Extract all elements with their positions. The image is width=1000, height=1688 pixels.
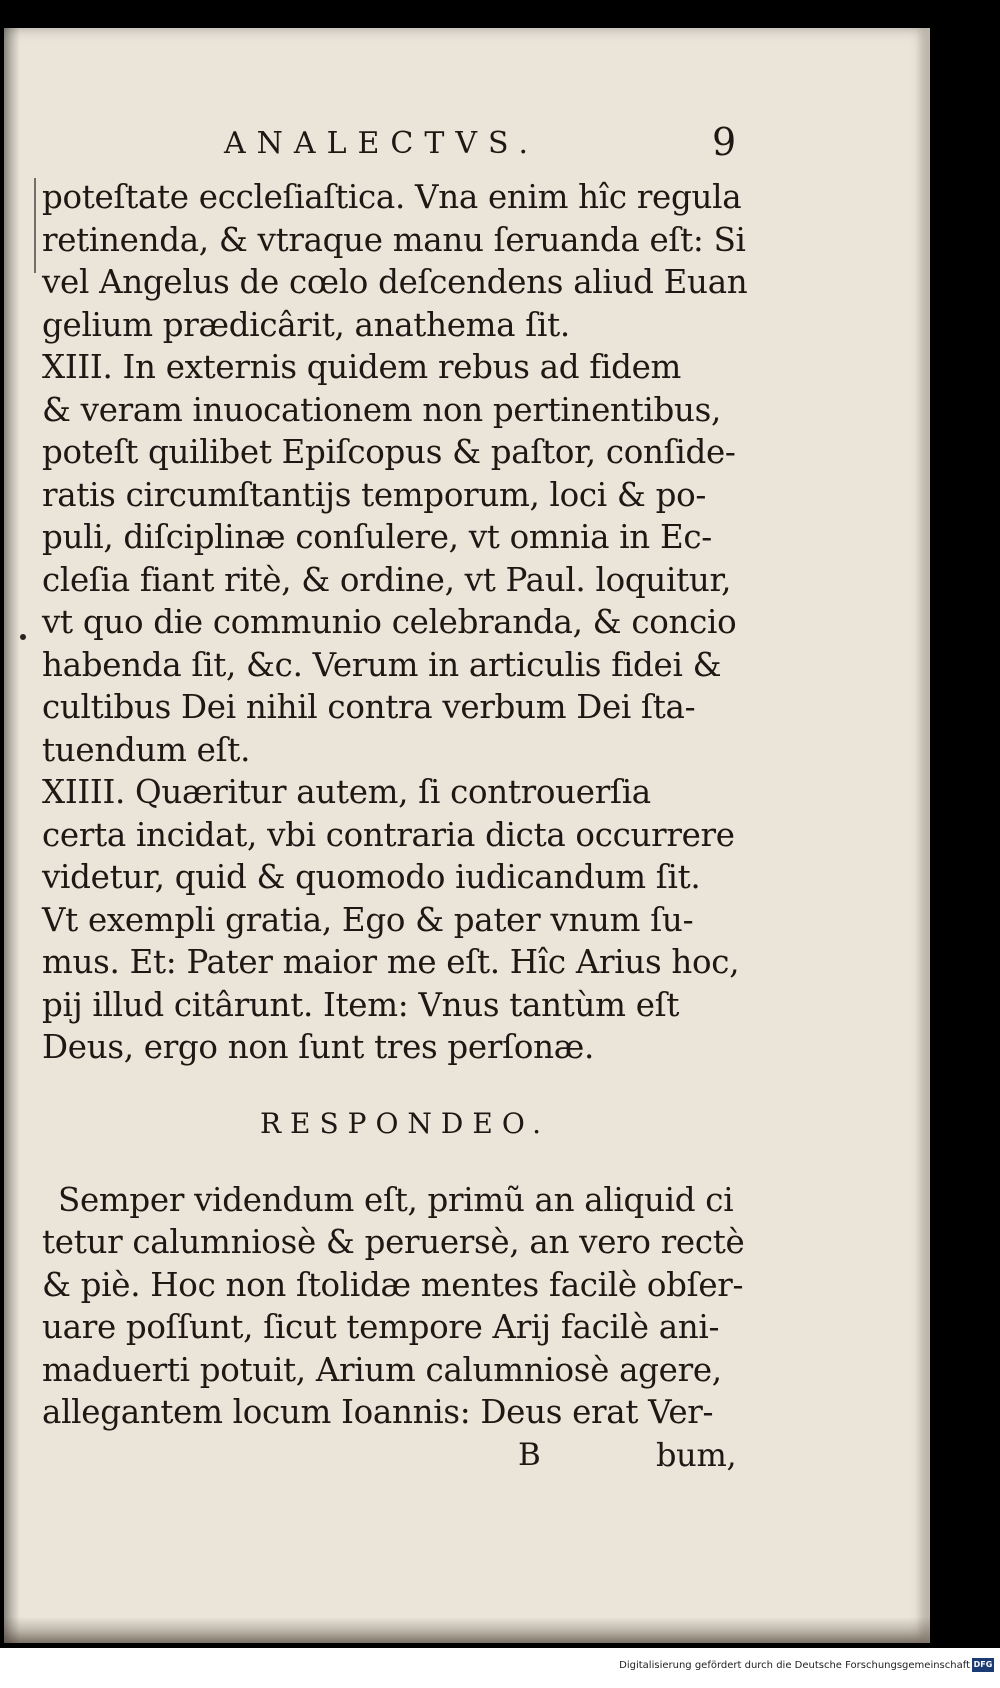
text-line: vt quo die communio celebranda, & concio [42,603,737,641]
book-page [4,28,930,1643]
text-line: maduerti potuit, Arium calumniosè agere, [42,1350,722,1389]
text-line: gelium prædicârit, anathema ſit. [42,305,570,344]
signature-mark: B [518,1436,541,1473]
text-line: certa incidat, vbi contraria dicta occurrere [42,815,735,854]
text-line: & veram inuocationem non pertinentibus, [42,390,722,429]
text-line: & piè. Hoc non ſtolidæ mentes facilè obſer- [42,1265,744,1304]
text-line: pij illud citârunt. Item: Vnus tantùm eſt [42,985,680,1024]
text-line: Semper videndum eſt, primũ an aliquid ci [58,1180,734,1219]
text-line: videtur, quid & quomodo iudicandum ſit. [42,858,701,896]
running-title: ANALECTVS. [224,126,540,161]
catchword: bum, [656,1435,737,1474]
text-line: XIIII. Quæritur autem, ſi controuerſia [42,773,651,811]
page-number: 9 [712,120,737,164]
section-heading: RESPONDEO. [259,1106,551,1140]
page-bottom-shadow [4,1617,930,1643]
margin-ink-mark [34,178,36,273]
running-head [4,118,930,168]
footer-bar [0,1648,1000,1688]
text-line: vel Angelus de cœlo deſcendens aliud Euan [42,263,748,301]
text-line: poteſt quilibet Epiſcopus & paſtor, conſide- [42,433,736,471]
text-line: tuendum eſt. [42,730,251,769]
text-line: XIII. In externis quidem rebus ad fidem [42,348,682,386]
text-line: allegantem locum Ioannis: Deus erat Ver- [42,1393,714,1431]
text-line: cultibus Dei nihil contra verbum Dei ſta- [42,688,696,726]
text-line: poteſtate eccleſiaſtica. Vna enim hîc regula [42,178,742,216]
signature-line [42,1434,742,1477]
gutter-shadow [4,28,20,1643]
dfg-logo: DFG [972,1658,994,1672]
text-line: cleſia fiant ritè, & ordine, vt Paul. loquitur, [42,560,732,599]
margin-ink-dot [20,634,26,640]
body-text [42,176,748,1476]
text-line: retinenda, & vtraque manu ſeruanda eſt: Si [42,220,746,259]
text-line: habenda ſit, &c. Verum in articulis fidei & [42,645,722,684]
text-line: Vt exempli gratia, Ego & pater vnum ſu- [42,900,694,939]
page-edge [916,28,930,1643]
footer-credit: Digitalisierung gefördert durch die Deutsche Forschungsgemeinschaft [619,1660,970,1671]
text-line: uare poſſunt, ſicut tempore Arij facilè ani- [42,1308,720,1346]
text-line: mus. Et: Pater maior me eſt. Hîc Arius hoc, [42,943,740,981]
text-line: tetur calumniosè & peruersè, an vero rectè [42,1223,745,1261]
text-line: ratis circumſtantijs temporum, loci & po- [42,475,707,514]
text-line: puli, diſciplinæ conſulere, vt omnia in Ec- [42,518,712,556]
text-line: Deus, ergo non ſunt tres perſonæ. [42,1028,594,1066]
